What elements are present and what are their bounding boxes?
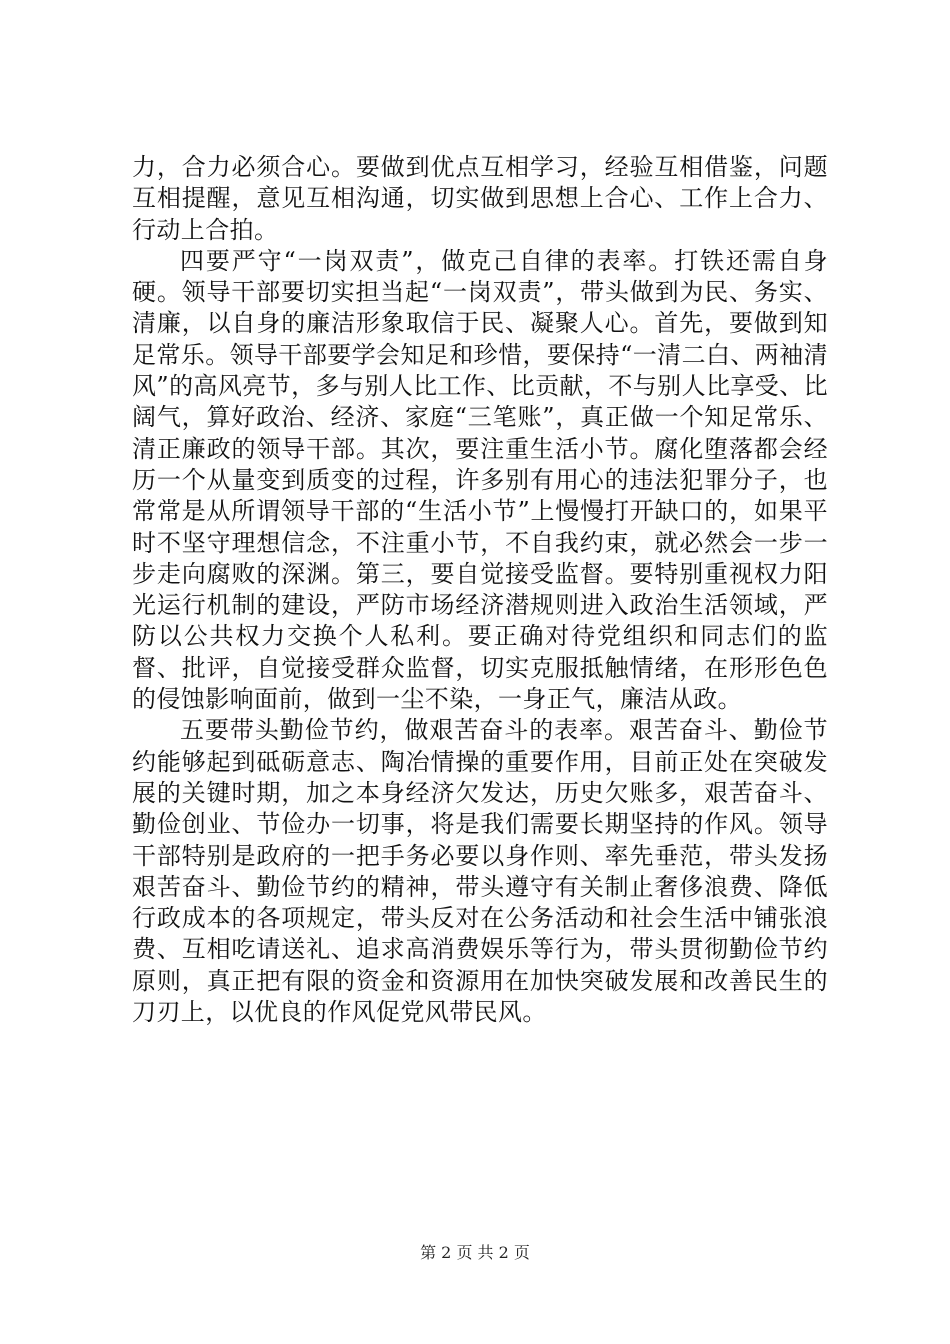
document-body	[132, 152, 828, 1028]
page-number-footer: 第 2 页 共 2 页	[420, 1243, 530, 1262]
paragraph-four: 四要严守“一岗双责”，做克己自律的表率。打铁还需自身硬。领导干部要切实担当起“一岗双责”，带头做到为民、务实、清廉，以自身的廉洁形象取信于民、凝聚人心。首先，要做到知足常乐。领导干部要学会知足和珍惜，要保持“一清二白、两袖清风”的高风亮节，多与别人比工作、比贡献，不与别人比享受、比阔气，算好政治、经济、家庭“三笔账”，真正做一个知足常乐、清正廉政的领导干部。其次，要注重生活小节。腐化堕落都会经历一个从量变到质变的过程，许多别有用心的违法犯罪分子，也常常是从所谓领导干部的“生活小节”上慢慢打开缺口的，如果平时不坚守理想信念，不注重小节，不自我约束，就必然会一步一步走向腐败的深渊。第三，要自觉接受监督。要特别重视权力阳光运行机制的建设，严防市场经济潜规则进入政治生活领域，严防以公共权力交换个人私利。要正确对待党组织和同志们的监督、批评，自觉接受群众监督，切实克服抵触情绪，在形形色色的侵蚀影响面前，做到一尘不染，一身正气，廉洁从政。	[132, 246, 828, 714]
paragraph-five: 五要带头勤俭节约，做艰苦奋斗的表率。艰苦奋斗、勤俭节约能够起到砥砺意志、陶冶情操的重要作用，目前正处在突破发展的关键时期，加之本身经济欠发达，历史欠账多，艰苦奋斗、勤俭创业、节俭办一切事，将是我们需要长期坚持的作风。领导干部特别是政府的一把手务必要以身作则、率先垂范，带头发扬艰苦奋斗、勤俭节约的精神，带头遵守有关制止奢侈浪费、降低行政成本的各项规定，带头反对在公务活动和社会生活中铺张浪费、互相吃请送礼、追求高消费娱乐等行为，带头贯彻勤俭节约原则，真正把有限的资金和资源用在加快突破发展和改善民生的刀刃上，以优良的作风促党风带民风。	[132, 716, 828, 1027]
paragraph-continuation: 力，合力必须合心。要做到优点互相学习，经验互相借鉴，问题互相提醒，意见互相沟通，切实做到思想上合心、工作上合力、行动上合拍。	[132, 153, 828, 244]
